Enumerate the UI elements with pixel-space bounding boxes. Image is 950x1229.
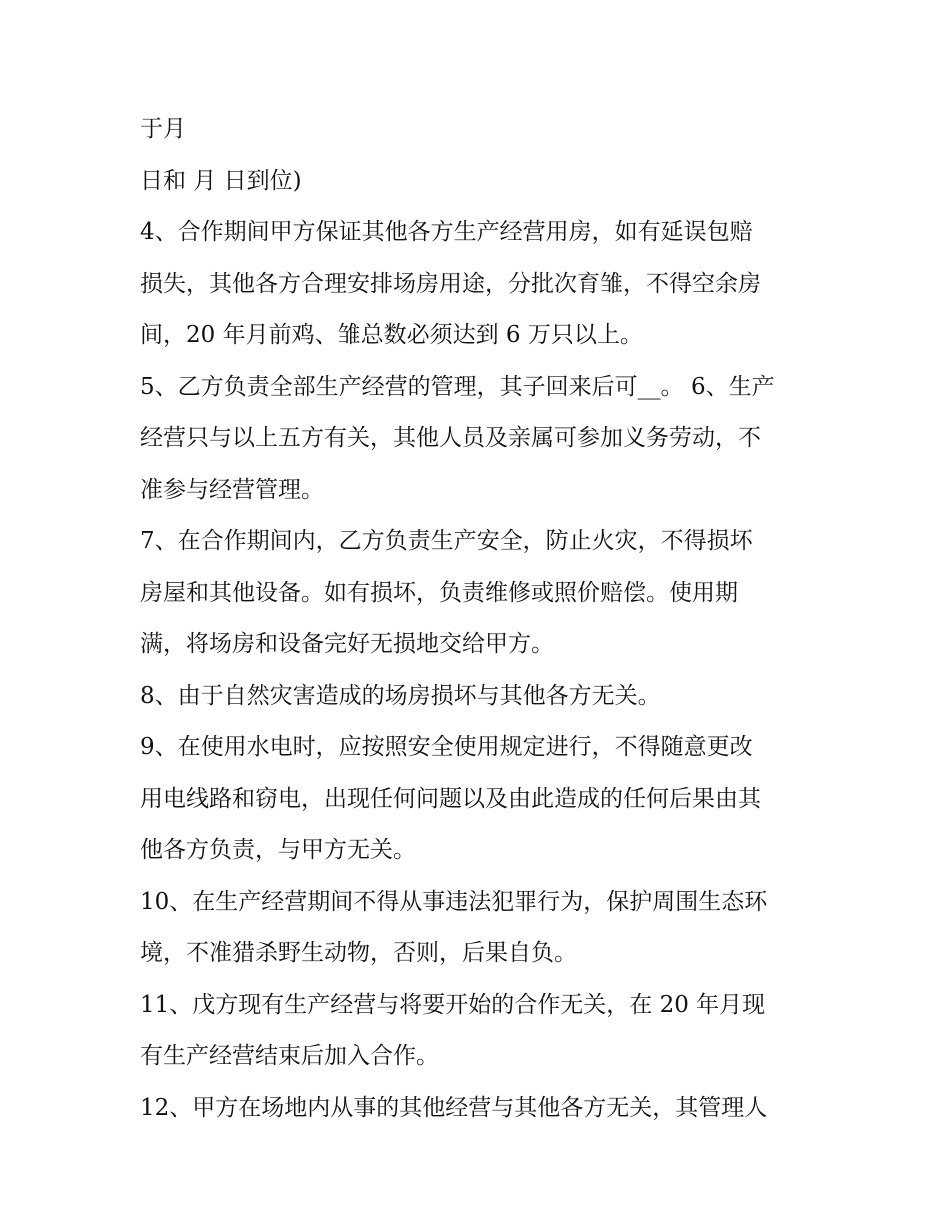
text-line: 满，将场房和设备完好无损地交给甲方。: [140, 631, 554, 657]
text-line: 日和 月 日到位): [140, 167, 302, 194]
text-line: 10、在生产经营期间不得从事违法犯罪行为，保护周围生态环: [140, 888, 768, 915]
text-line: 11、戊方现有生产经营与将要开始的合作无关，在 20 年月现: [140, 991, 766, 1018]
text-line: 用电线路和窃电，出现任何问题以及由此造成的任何后果由其: [140, 785, 761, 812]
text-line: 5、乙方负责全部生产经营的管理，其子回来后可__。 6、生产: [140, 373, 775, 400]
text-line: 于月: [140, 116, 186, 142]
contract-text: [140, 104, 830, 1134]
text-line: 他各方负责，与甲方无关。: [140, 837, 416, 863]
text-line: 12、甲方在场地内从事的其他经营与其他各方无关，其管理人: [140, 1094, 768, 1121]
text-line: 7、在合作期间内，乙方负责生产安全，防止火灾，不得损坏: [140, 528, 753, 554]
text-line: 8、由于自然灾害造成的场房损坏与其他各方无关。: [140, 682, 661, 709]
text-line: 损失，其他各方合理安排场房用途，分批次育雏，不得空余房: [140, 270, 761, 297]
text-line: 准参与经营管理。: [140, 476, 324, 503]
text-line: 4、合作期间甲方保证其他各方生产经营用房，如有延误包赔: [140, 219, 753, 245]
text-line: 间，20 年月前鸡、雏总数必须达到 6 万只以上。: [140, 322, 643, 348]
text-line: 有生产经营结束后加入合作。: [140, 1043, 439, 1069]
text-line: 9、在使用水电时，应按照安全使用规定进行，不得随意更改: [140, 734, 753, 760]
text-line: 经营只与以上五方有关，其他人员及亲属可参加义务劳动，不: [140, 425, 761, 451]
text-line: 房屋和其他设备。如有损坏，负责维修或照价赔偿。使用期: [140, 579, 738, 606]
text-line: 境，不准猎杀野生动物，否则，后果自负。: [140, 940, 577, 966]
